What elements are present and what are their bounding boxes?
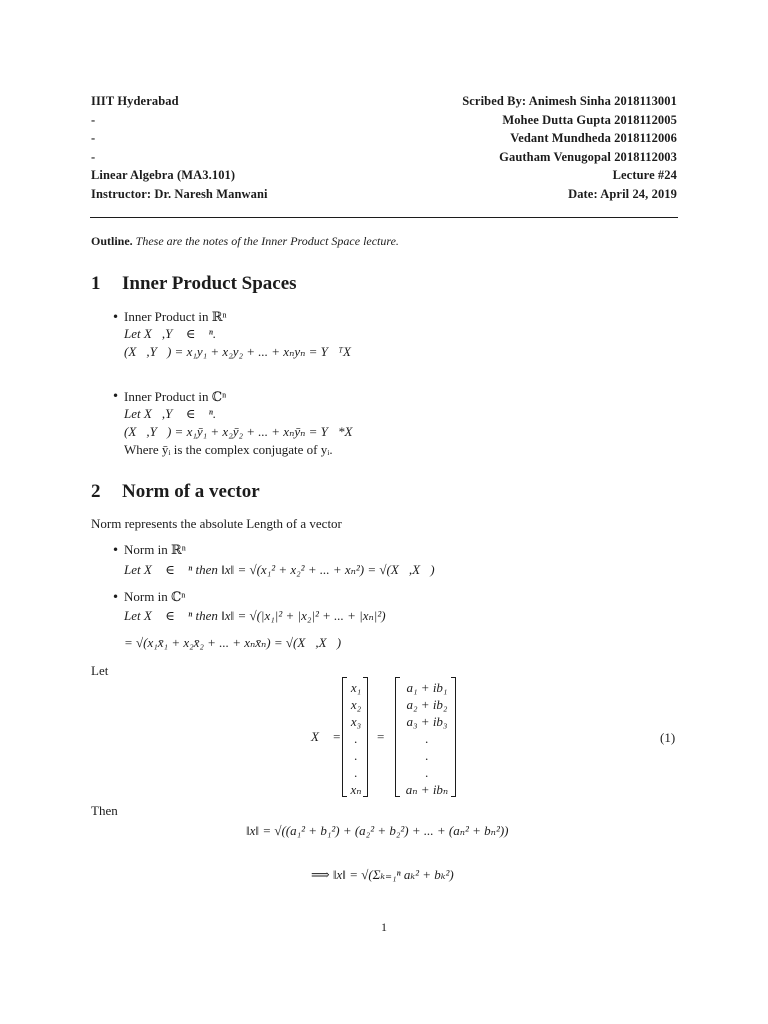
header-dash: - [91, 112, 96, 127]
right-column-entry: . [425, 765, 429, 780]
bullet-icon: • [112, 310, 120, 324]
bullet-icon: • [112, 590, 120, 604]
header-lecture-number: Lecture #24 [612, 168, 677, 182]
norm-expansion: ‖x‖ = √((a₁² + b₁²) + (a₂² + b₂²) + ... + (aₙ² + bₙ²)) [246, 823, 509, 838]
right-column-entry: a₂ + ib₂ [406, 697, 448, 712]
outline-label: Outline. [91, 234, 133, 248]
section-1-heading [91, 273, 297, 295]
bullet-icon: • [112, 543, 120, 557]
section-2-number: 2 [91, 481, 101, 502]
left-column-entry: xₙ [350, 782, 362, 797]
norm-sum: ⟹ ‖x‖ = √(Σₖ₌₁ⁿ aₖ² + bₖ²) [311, 867, 454, 882]
inner-product-real-let: Let X⃗,Y⃗ ∈ ℝⁿ. [124, 326, 217, 341]
header-dash: - [91, 131, 96, 145]
norm-intro: Norm represents the absolute Length of a vector [91, 516, 342, 531]
header-rule [90, 217, 678, 218]
section-2-title: Norm of a vector [122, 481, 260, 502]
norm-complex-title: Norm in ℂⁿ [124, 589, 186, 604]
section-1-number: 1 [91, 273, 101, 294]
equation-number: (1) [660, 730, 676, 745]
header-institute: IIIT Hyderabad [91, 94, 179, 108]
page-number: 1 [381, 920, 387, 934]
inner-product-complex-formula: (X⃗,Y⃗) = x₁ȳ₁ + x₂ȳ₂ + ... + xₙȳₙ = Y⃗*X⃗ [124, 424, 363, 439]
header-course: Linear Algebra (MA3.101) [91, 168, 236, 182]
inner-product-complex-let: Let X⃗,Y⃗ ∈ ℂⁿ. [124, 406, 217, 421]
header-right [357, 94, 677, 205]
section-1-title: Inner Product Spaces [122, 273, 297, 294]
left-column-entry: x₂ [350, 697, 362, 712]
right-column-entry: a₁ + ib₁ [406, 680, 448, 695]
header-scribe: Mohee Dutta Gupta 2018112005 [502, 112, 677, 127]
inner-product-real-title: Inner Product in ℝⁿ [124, 309, 227, 324]
inner-product-real-formula: (X⃗,Y⃗) = x₁y₁ + x₂y₂ + ... + xₙyₙ = Y⃗ᵀX⃗ [124, 344, 362, 359]
let-label: Let [91, 663, 109, 678]
left-column-entry: x₁ [350, 680, 362, 695]
header-date: Date: April 24, 2019 [568, 186, 677, 201]
then-label: Then [91, 803, 118, 818]
inner-product-complex-title: Inner Product in ℂⁿ [124, 389, 227, 404]
norm-complex-formula-cont: = √(x₁x̄₁ + x₂x̄₂ + ... + xₙx̄ₙ) = √(X⃗,X⃗) [124, 635, 342, 650]
vector-equals: = [377, 729, 385, 744]
left-column-entry: . [354, 731, 358, 746]
norm-complex-formula: Let X⃗ ∈ ℂⁿ then ‖x‖ = √(|x₁|² + |x₂|² + ... + |xₙ|²) [124, 608, 386, 623]
right-column-entry: a₃ + ib₃ [406, 714, 448, 729]
left-column-entry: . [354, 765, 358, 780]
right-column-entry: . [425, 731, 429, 746]
left-column-entry: x₃ [350, 714, 362, 729]
header-left [91, 94, 391, 205]
bullet-icon: • [112, 389, 120, 403]
header-dash: - [91, 149, 96, 164]
outline-text: These are the notes of the Inner Product Space lecture. [135, 234, 399, 248]
section-2-heading [91, 481, 260, 503]
conjugate-note: Where ȳᵢ is the complex conjugate of yᵢ. [124, 442, 333, 457]
vector-lhs: X⃗ = [311, 729, 342, 744]
header-instructor: Instructor: Dr. Naresh Manwani [91, 186, 268, 201]
norm-real-formula: Let X⃗ ∈ ℝⁿ then ‖x‖ = √(x₁² + x₂² + ... + xₙ²) = √(X⃗,X⃗) [124, 562, 435, 577]
right-column-entry: . [425, 748, 429, 763]
header-scribe: Gautham Venugopal 2018112003 [499, 149, 677, 164]
header-scribe: Vedant Mundheda 2018112006 [510, 131, 677, 145]
left-column-entry: . [354, 748, 358, 763]
norm-real-title: Norm in ℝⁿ [124, 542, 186, 557]
outline [91, 234, 399, 249]
right-column-entry: aₙ + ibₙ [405, 782, 449, 797]
header-scribe: Scribed By: Animesh Sinha 2018113001 [462, 94, 677, 108]
